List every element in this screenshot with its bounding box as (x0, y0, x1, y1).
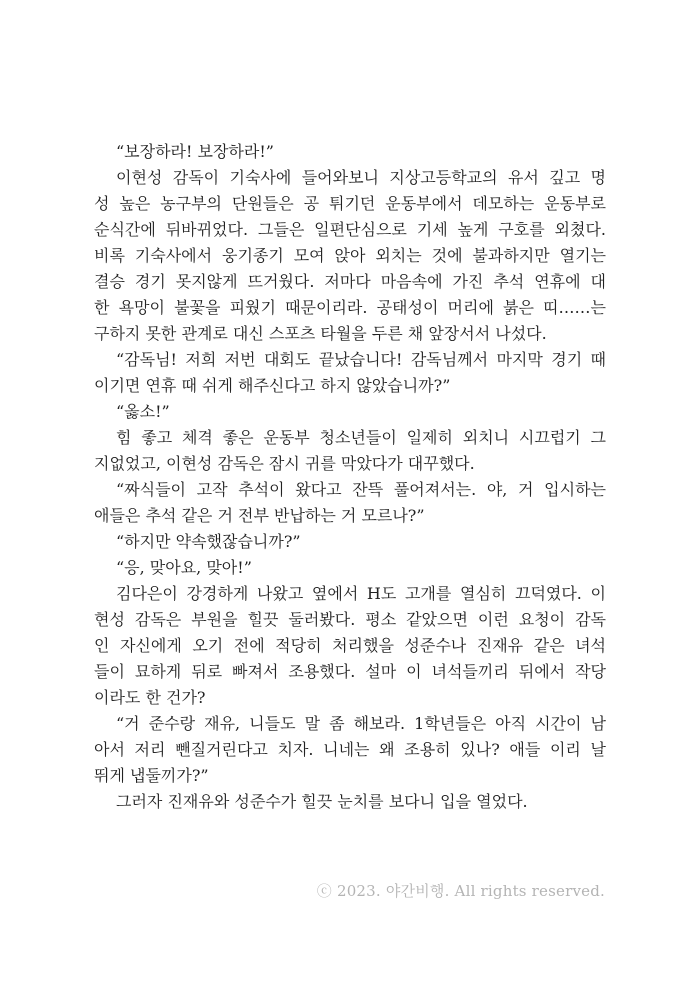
text-line: 김다은이 강경하게 나왔고 옆에서 H도 고개를 열심히 끄덕였다. 이 (116, 584, 606, 603)
text-line: 결승 경기 못지않게 뜨거웠다. 저마다 마음속에 가진 추석 연휴에 대 (94, 272, 606, 291)
text-line: 구하지 못한 관계로 대신 스포츠 타월을 두른 채 앞장서서 나섰다. (94, 324, 547, 343)
body-text (94, 139, 606, 815)
text-line: 이라도 한 건가? (94, 688, 206, 707)
text-line: “짜식들이 고작 추석이 왔다고 잔뜩 풀어져서는. 야, 거 입시하는 (116, 480, 606, 499)
text-line: 뛰게 냅둘끼가?” (94, 766, 209, 785)
text-line: 현성 감독은 부원을 힐끗 둘러봤다. 평소 같았으면 이런 요청이 감독 (94, 610, 606, 629)
text-line: 아서 저리 뺀질거린다고 치자. 니네는 왜 조용히 있나? 애들 이리 날 (94, 740, 606, 759)
text-line: 한 욕망이 불꽃을 피웠기 때문이리라. 공태성이 머리에 붉은 띠……는 (94, 298, 606, 317)
text-line: “응, 맞아요, 맞아!” (116, 558, 252, 577)
text-line: 인 자신에게 오기 전에 적당히 처리했을 성준수나 진재유 같은 녀석 (94, 636, 606, 655)
text-line: 애들은 추석 같은 거 전부 반납하는 거 모르나?” (94, 506, 425, 525)
text-line: 순식간에 뒤바뀌었다. 그들은 일편단심으로 기세 높게 구호를 외쳤다. (94, 220, 606, 239)
text-line: “감독님! 저희 저번 대회도 끝났습니다! 감독님께서 마지막 경기 때 (116, 350, 606, 369)
text-line: 들이 묘하게 뒤로 빠져서 조용했다. 설마 이 녀석들끼리 뒤에서 작당 (94, 662, 606, 681)
text-line: 이기면 연휴 때 쉬게 해주신다고 하지 않았습니까?” (94, 376, 451, 395)
text-line: “거 준수랑 재유, 니들도 말 좀 해보라. 1학년들은 아직 시간이 남 (116, 714, 606, 733)
text-line: 이현성 감독이 기숙사에 들어와보니 지상고등학교의 유서 깊고 명 (116, 168, 606, 187)
text-line: “보장하라! 보장하라!” (116, 142, 274, 161)
text-line: 비록 기숙사에서 웅기종기 모여 앉아 외치는 것에 불과하지만 열기는 (94, 246, 606, 265)
copyright-notice: ⓒ 2023. 야간비행. All rights reserved. (316, 882, 605, 900)
text-line: 지없었고, 이현성 감독은 잠시 귀를 막았다가 대꾸했다. (94, 454, 475, 473)
text-line: 그러자 진재유와 성준수가 힐끗 눈치를 보다니 입을 열었다. (116, 792, 528, 811)
text-line: 힘 좋고 체격 좋은 운동부 청소년들이 일제히 외치니 시끄럽기 그 (116, 428, 606, 447)
text-line: “옳소!” (116, 402, 170, 421)
text-line: 성 높은 농구부의 단원들은 공 튀기던 운동부에서 데모하는 운동부로 (94, 194, 606, 213)
text-line: “하지만 약속했잖습니까?” (116, 532, 301, 551)
